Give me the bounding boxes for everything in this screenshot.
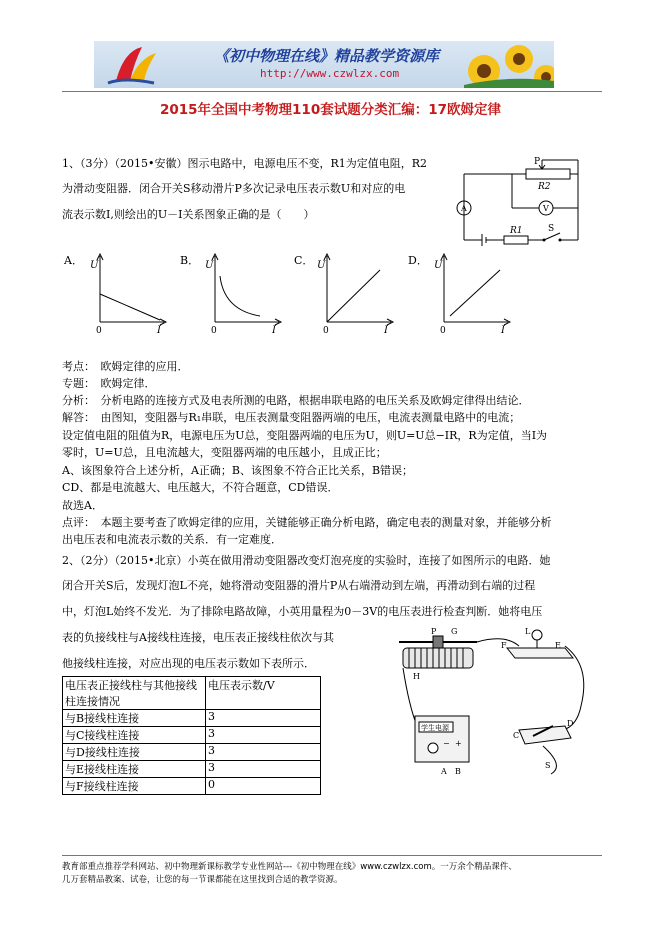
table-header-voltage: 电压表示数/V (206, 677, 321, 710)
banner-title: 《初中物理在线》精品教学资源库 (214, 47, 440, 65)
q2-label-minus: − (443, 739, 450, 748)
table-row (63, 710, 321, 727)
fenxi-line: 分析： 分析电路的连接方式及电表所测的电路，根据串联电路的电压关系及欧姆定律得出结论． (62, 394, 530, 407)
option-a-graph (63, 254, 166, 334)
q2-label-a: A (441, 767, 447, 776)
option-c-y-axis-label: U (317, 260, 326, 271)
option-d-x-axis-label: I (501, 325, 505, 334)
jieda-line-1: 解答： 由图知，变阻器与R₁串联，电压表测量变阻器两端的电压，电流表测量电路中的电流； (62, 411, 521, 424)
q2-label-h: H (413, 672, 420, 681)
banner-url: http://www.czwlzx.com (260, 67, 400, 80)
q1-option-graphs (60, 252, 530, 334)
table-row (63, 761, 321, 778)
q2-line-2: 闭合开关S后，发现灯泡L不亮，她将滑动变阻器的滑片P从右端滑动到左端，再滑动到右端的过程 (62, 579, 536, 592)
q2-label-d: D (567, 719, 574, 728)
q1-label-s: S (548, 224, 555, 234)
table-row (63, 744, 321, 761)
table-row (63, 778, 321, 795)
option-c-x-axis-label: I (384, 325, 388, 334)
dianping-line-2: 出电压表和电流表示数的关系．有一定难度． (62, 533, 282, 546)
option-b-origin-label: 0 (211, 326, 217, 334)
q2-circuit-diagram (395, 626, 595, 778)
q2-label-c: C (513, 731, 520, 740)
q1-voltmeter-label: V (543, 204, 549, 213)
table-cell: 与F接线柱连接 (63, 778, 206, 795)
option-c-label: C． (294, 254, 314, 267)
table-cell: 3 (206, 744, 321, 761)
table-header-connection: 电压表正接线柱与其他接线柱连接情况 (63, 677, 206, 710)
option-b-graph (180, 254, 281, 334)
table-cell: 3 (206, 727, 321, 744)
q2-line-3: 中，灯泡L始终不发光．为了排除电路故障，小英用量程为0－3V的电压表进行检查判断．她将电压 (62, 605, 543, 618)
table-cell: 0 (206, 778, 321, 795)
table-row (63, 727, 321, 744)
sunflower-icon (464, 41, 554, 88)
footer-divider (62, 855, 602, 856)
q2-label-b: B (455, 767, 461, 776)
q2-label-p: P (431, 627, 437, 636)
footer (62, 861, 622, 887)
option-a-origin-label: 0 (96, 326, 102, 334)
option-b-y-axis-label: U (205, 260, 214, 271)
q2-label-plus: + (455, 739, 462, 748)
voltage-readings-table (62, 676, 321, 795)
q1-label-p: P (534, 157, 541, 167)
power-supply-label: 学生电源 (421, 724, 449, 732)
q1-ammeter-label: A (461, 204, 467, 213)
option-d-origin-label: 0 (440, 326, 446, 334)
q2-line-5: 他接线柱连接，对应出现的电压表示数如下表所示． (62, 657, 315, 670)
option-d-label: D． (408, 254, 428, 267)
q2-line-1: 2、（2分）（2015•北京）小英在做用滑动变阻器改变灯泡亮度的实验时，连接了如图所示的电路．她 (62, 554, 551, 567)
document-title: 2015年全国中考物理110套试题分类汇编：17欧姆定律 (159, 102, 502, 118)
q2-line-4: 表的负接线柱与A接线柱连接，电压表正接线柱依次与其 (62, 631, 334, 644)
header-banner (94, 41, 554, 88)
header-divider (62, 91, 602, 92)
zhuanti-line: 专题： 欧姆定律． (62, 377, 156, 390)
q1-line-1: 1、（3分）（2015•安徽）图示电路中，电源电压不变，R1为定值电阻，R2 (62, 157, 428, 170)
option-a-y-axis-label: U (90, 260, 99, 271)
jieda-line-3: 零时，U=U总，且电流越大，变阻器两端的电压越小，且成正比； (62, 446, 387, 459)
q2-label-g: G (451, 627, 458, 636)
dianping-line-1: 点评： 本题主要考查了欧姆定律的应用，关键能够正确分析电路，确定电表的测量对象，并能够分析 (62, 516, 552, 529)
jieda-line-6: 故选A． (62, 499, 103, 512)
q1-line-3: 流表示数I,则绘出的U－I关系图象正确的是（ ） (62, 208, 315, 221)
table-cell: 3 (206, 761, 321, 778)
table-cell: 3 (206, 710, 321, 727)
option-d-y-axis-label: U (434, 260, 443, 271)
footer-line-1: 教育部重点推荐学科网站、初中物理新课标教学专业性网站---《初中物理在线》www.czwlzx.com。一万余个精品课件、 (62, 862, 517, 872)
option-c-graph (294, 254, 393, 334)
option-a-x-axis-label: I (157, 325, 161, 334)
footer-line-2: 几万套精品教案、试卷，让您的每一节课都能在这里找到合适的教学资源。 (62, 875, 343, 885)
option-d-graph (408, 254, 510, 334)
q2-label-s: S (545, 761, 551, 770)
kaodian-line: 考点： 欧姆定律的应用． (62, 360, 189, 373)
q1-circuit-diagram (452, 152, 587, 248)
q2-label-e: E (555, 641, 561, 650)
q2-label-l: L (525, 627, 531, 636)
option-b-label: B． (180, 254, 200, 267)
option-c-origin-label: 0 (323, 326, 329, 334)
table-cell: 与D接线柱连接 (63, 744, 206, 761)
option-a-label: A． (64, 254, 83, 267)
option-b-x-axis-label: I (272, 325, 276, 334)
table-header-row (63, 677, 321, 710)
jieda-line-4: A、该图象符合上述分析，A正确；B、该图象不符合正比关系，B错误； (62, 464, 414, 477)
table-cell: 与B接线柱连接 (63, 710, 206, 727)
jieda-line-5: CD、都是电流越大、电压越大，不符合题意，CD错误． (62, 481, 339, 494)
q1-line-2: 为滑动变阻器．闭合开关S移动滑片P多次记录电压表示数U和对应的电 (62, 182, 406, 195)
table-cell: 与C接线柱连接 (63, 727, 206, 744)
jieda-line-2: 设定值电阻的阻值为R，电源电压为U总，变阻器两端的电压为U，则U=U总−IR，R为定值，当I为 (62, 429, 548, 442)
table-cell: 与E接线柱连接 (63, 761, 206, 778)
q2-label-f: F (501, 641, 507, 650)
q1-label-r1: R1 (510, 226, 523, 236)
q1-label-r2: R2 (538, 182, 551, 192)
